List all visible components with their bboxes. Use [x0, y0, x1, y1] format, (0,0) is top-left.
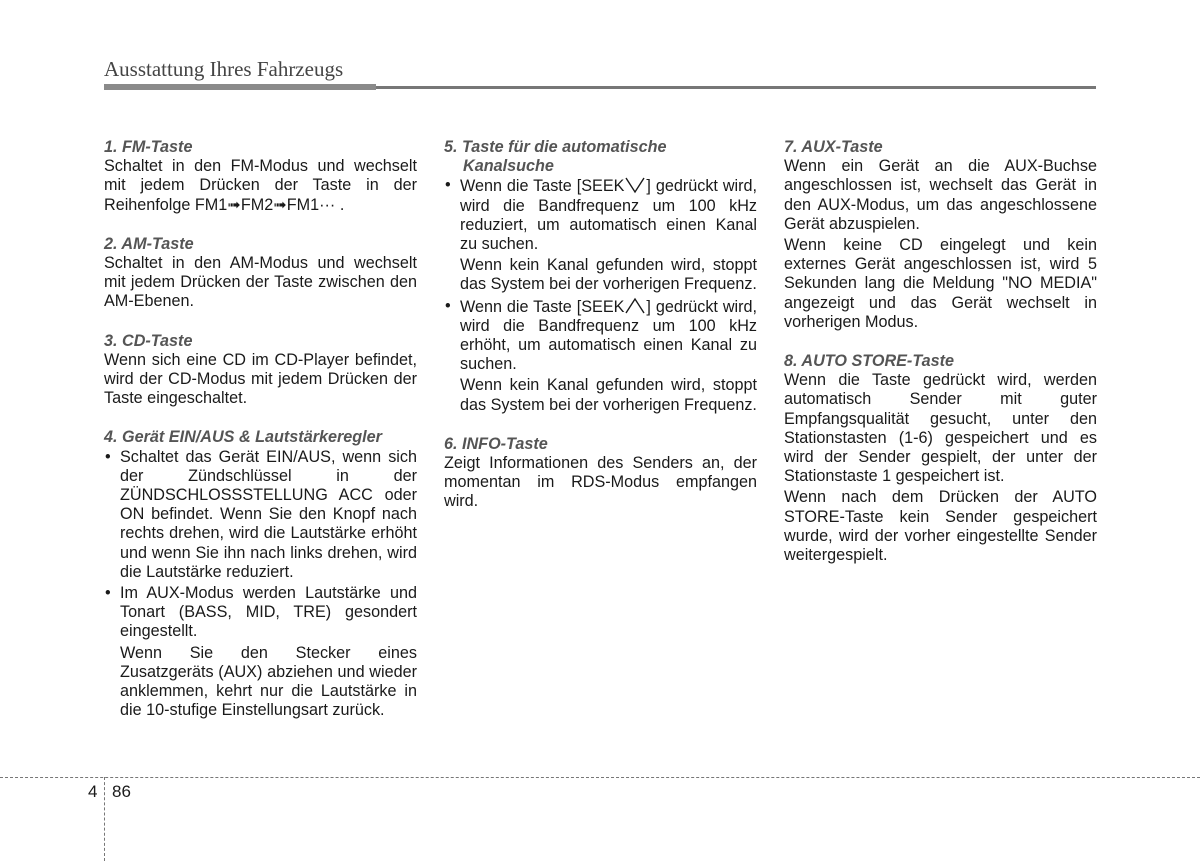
- volume-bullet-2: • Im AUX-Modus werden Lautstärke und Tonart (BASS, MID, TRE) gesondert eingestellt.: [104, 584, 417, 642]
- seek-up-text-pre: Wenn die Taste [SEEK: [460, 297, 625, 316]
- column-right: [784, 138, 1097, 565]
- page-number: 86: [112, 782, 131, 801]
- auto-store-heading: 8. AUTO STORE-Taste: [784, 352, 955, 371]
- aux-heading: 7. AUX-Taste: [784, 138, 883, 156]
- info-text: Zeigt Informationen des Senders an, der momentan im RDS-Modus empfangen wird.: [444, 454, 757, 511]
- seek-up-text-post: ] gedrückt wird, wird die Bandfrequenz um 100 kHz erhöht, um automatisch einen Kanal zu suchen.: [460, 297, 758, 374]
- seek-heading: 5. Taste für die automatische: [444, 138, 667, 156]
- aux-text-1: Wenn ein Gerät an die AUX-Buchse angeschlossen ist, wechselt das Gerät in den AUX-Modus, um das angeschlossene Gerät abzuspielen.: [784, 157, 1097, 233]
- seek-heading-line2: Kanalsuche: [463, 157, 554, 176]
- chapter-number: 4: [88, 782, 98, 801]
- volume-bullet-1: • Schaltet das Gerät EIN/AUS, wenn sich der Zündschlüssel in der ZÜNDSCHLOSSSTELLUNG ACC oder ON befindet. Wenn Sie den Knopf nach rechts drehen, wird die Lautstärke erhöht und wenn Sie ihn nach links drehen, wird die Lautstärke reduziert.: [104, 448, 417, 582]
- volume-heading: 4. Gerät EIN/AUS & Lautstärkeregler: [104, 428, 382, 447]
- cd-text: Wenn sich eine CD im CD-Player befindet, wird der CD-Modus mit jedem Drücken der Taste eingeschaltet.: [104, 350, 417, 408]
- seek-up-icon: [624, 297, 646, 315]
- fm-text: Schaltet in den FM-Modus und wechselt mit jedem Drücken der Taste in der Reihenfolge FM1➟FM2➟FM1··· .: [104, 157, 417, 214]
- seek-up-note: Wenn kein Kanal gefunden wird, stoppt das System bei der vorherigen Frequenz.: [460, 376, 757, 414]
- volume-bullet-2-note: Wenn Sie den Stecker eines Zusatzgeräts (AUX) abziehen und wieder anklemmen, kehrt nur die Lautstärke in die 10-stufige Einstellungsart zurück.: [120, 643, 417, 720]
- seek-down-text-pre: Wenn die Taste [SEEK: [460, 177, 625, 196]
- seek-up-bullet: [444, 297, 757, 375]
- footer-divider: [104, 777, 105, 861]
- seek-down-note: Wenn kein Kanal gefunden wird, stoppt das System bei der vorherigen Frequenz.: [460, 256, 757, 294]
- header-rule-accent: [104, 84, 376, 90]
- info-heading: 6. INFO-Taste: [444, 434, 548, 453]
- seek-down-bullet: [444, 176, 757, 254]
- column-left: [104, 138, 417, 720]
- footer-rule: [0, 777, 1200, 778]
- seek-down-text-post: ] gedrückt wird, wird die Bandfrequenz um 100 kHz reduziert, um automatisch einen Kanal zu suchen.: [460, 177, 758, 254]
- fm-heading: 1. FM-Taste: [104, 138, 193, 156]
- column-middle: [444, 138, 757, 512]
- aux-text-2: Wenn keine CD eingelegt und kein externes Gerät angeschlossen ist, wird 5 Sekunden lang die Meldung "NO MEDIA" angezeigt und das Gerät wechselt in vorherigen Modus.: [784, 236, 1097, 331]
- seek-down-icon: [624, 176, 646, 194]
- page-header-title: Ausstattung Ihres Fahrzeugs: [104, 57, 344, 81]
- auto-store-text-1: Wenn die Taste gedrückt wird, werden automatisch Sender mit guter Empfangsqualität gesucht, unter den Stationstasten (1-6) gespeichert und es wird der Sender gespielt, der unter der Stationstaste 1 gespeichert ist.: [784, 371, 1097, 486]
- cd-heading: 3. CD-Taste: [104, 331, 193, 350]
- auto-store-text-2: Wenn nach dem Drücken der AUTO STORE-Taste kein Sender gespeichert wurde, wird der vorher eingestellte Sender weitergespielt.: [784, 488, 1097, 565]
- am-heading: 2. AM-Taste: [104, 234, 194, 253]
- am-text: Schaltet in den AM-Modus und wechselt mit jedem Drücken der Taste zwischen den AM-Ebenen.: [104, 254, 417, 311]
